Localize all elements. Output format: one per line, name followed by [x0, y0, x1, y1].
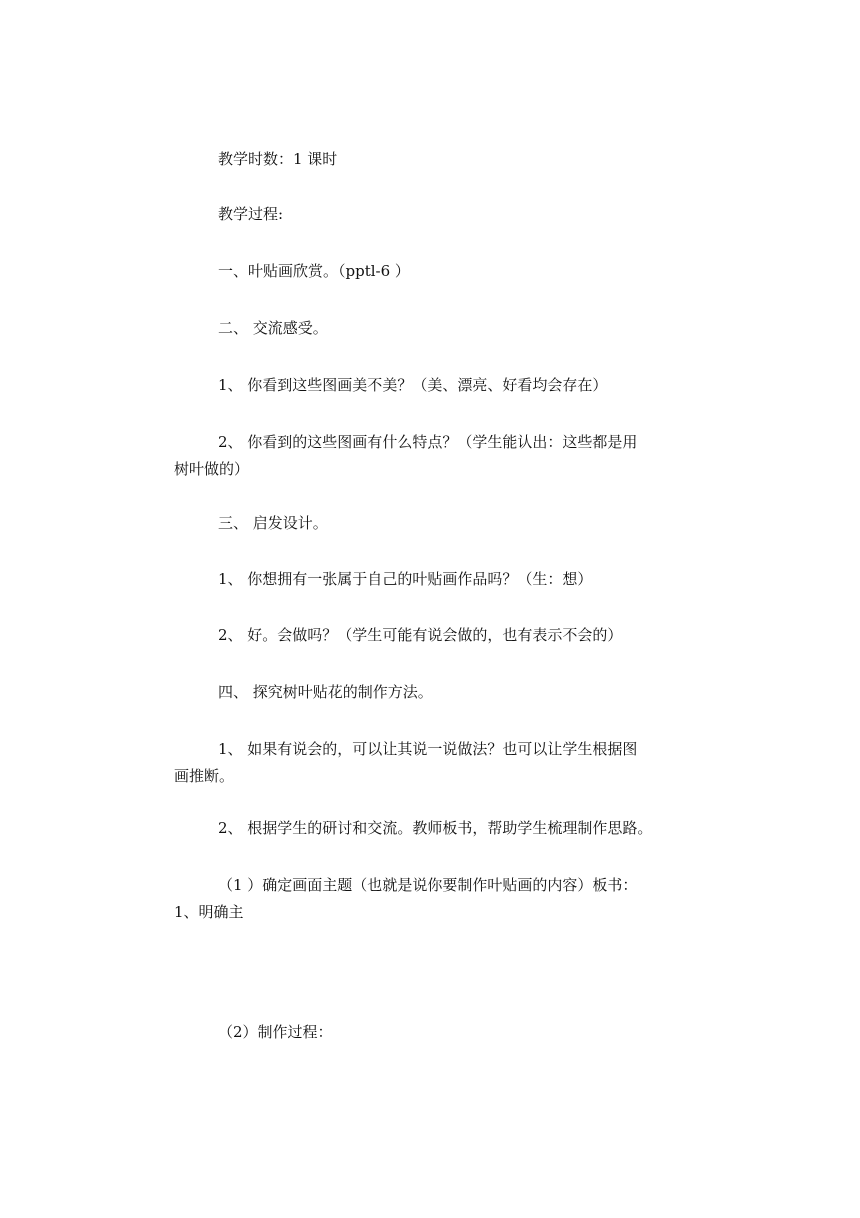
- section-two-heading: 二、 交流感受。: [218, 319, 328, 337]
- section-four-heading: 四、 探究树叶贴花的制作方法。: [218, 683, 433, 701]
- section-two-item-2-line2: 树叶做的）: [174, 460, 250, 478]
- section-four-item-1: [174, 736, 684, 790]
- step-1-line2: 1、明确主: [174, 903, 244, 921]
- section-three-item-2: 2、 好。会做吗？（学生可能有说会做的，也有表示不会的）: [218, 626, 623, 644]
- step-1-line1: （1 ）确定画面主题（也就是说你要制作叶贴画的内容）板书：: [218, 876, 638, 894]
- section-two-item-2: [174, 429, 684, 483]
- teaching-hours: 教学时数：1 课时: [218, 150, 338, 168]
- teaching-process-heading: 教学过程:: [218, 205, 284, 223]
- section-one-heading: 一、叶贴画欣赏。（pptl-6 ）: [218, 262, 410, 280]
- step-2-heading: （2）制作过程：: [218, 1023, 333, 1041]
- section-four-item-2: 2、 根据学生的研讨和交流。教师板书，帮助学生梳理制作思路。: [218, 819, 653, 837]
- section-two-item-2-line1: 2、 你看到的这些图画有什么特点？（学生能认出：这些都是用: [218, 433, 638, 451]
- section-two-item-1: 1、 你看到这些图画美不美？（美、漂亮、好看均会存在）: [218, 376, 608, 394]
- section-four-item-1-line2: 画推断。: [174, 767, 235, 785]
- section-three-heading: 三、 启发设计。: [218, 514, 328, 532]
- section-four-item-1-line1: 1、 如果有说会的，可以让其说一说做法？也可以让学生根据图: [218, 740, 638, 758]
- step-1-paragraph: [174, 872, 684, 926]
- section-three-item-1: 1、 你想拥有一张属于自己的叶贴画作品吗？（生：想）: [218, 570, 593, 588]
